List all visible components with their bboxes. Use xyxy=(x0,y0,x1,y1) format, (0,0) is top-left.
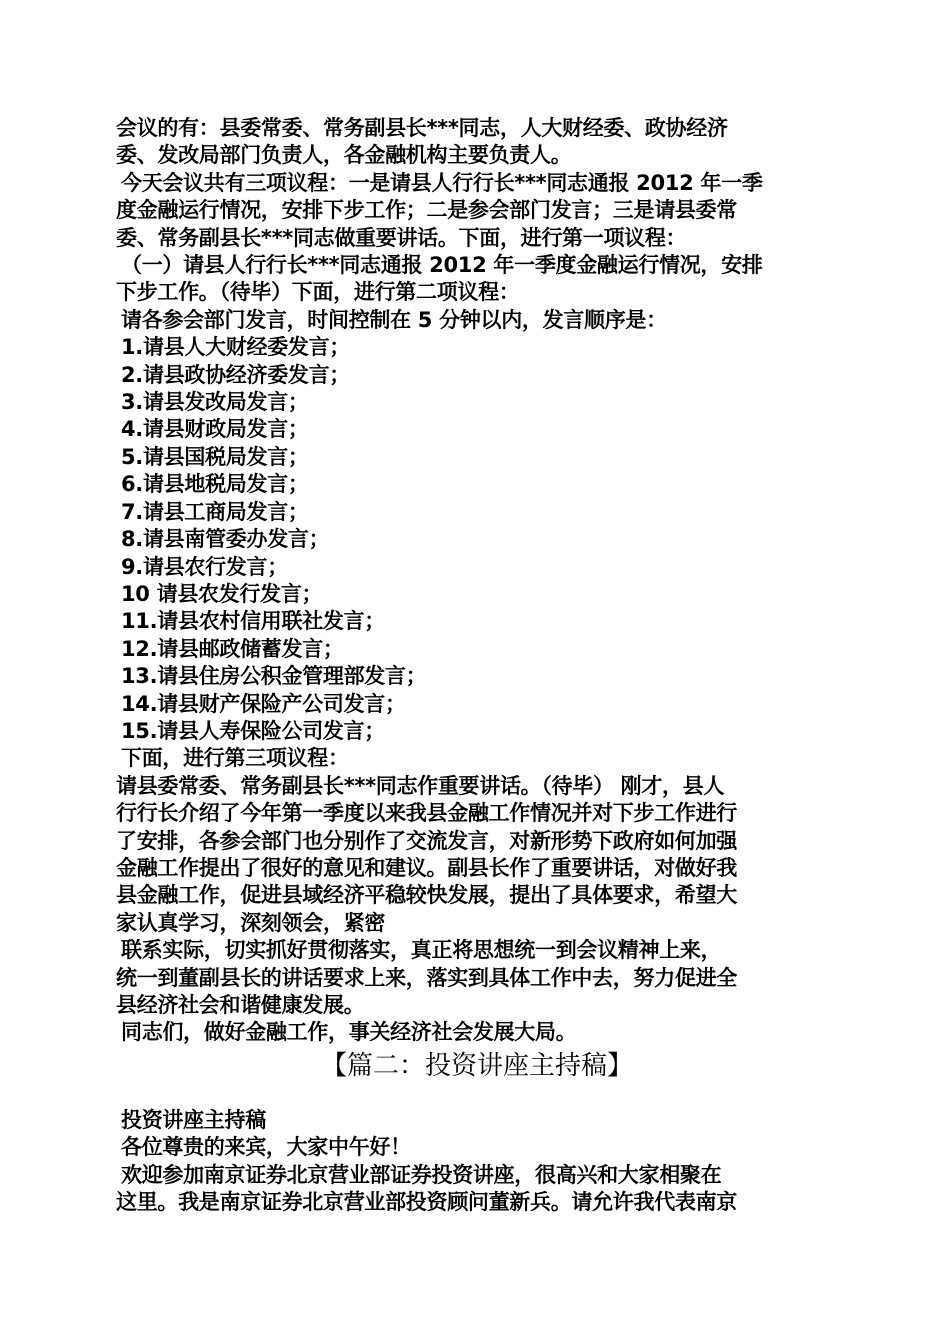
text-line: 请县委常委、常务副县长***同志作重要讲话。（待毕） 刚才，县人 xyxy=(116,773,725,798)
list-item: 4.请县财政局发言； xyxy=(121,417,309,442)
list-item: 10 请县农发行发言； xyxy=(121,581,323,606)
text-line: 度金融运行情况，安排下步工作；二是参会部门发言；三是请县委常 xyxy=(116,198,737,223)
list-item: 12.请县邮政储蓄发言； xyxy=(121,636,344,661)
text-line: 县经济社会和谐健康发展。 xyxy=(116,993,365,1017)
intro-block xyxy=(116,115,838,334)
list-item: 9.请县农行发言； xyxy=(121,554,288,579)
list-item: 14.请县财产保险产公司发言； xyxy=(121,691,406,716)
document-page xyxy=(116,115,838,1216)
list-item: 13.请县住房公积金管理部发言； xyxy=(121,664,427,689)
text-line: 委、常务副县长***同志做重要讲话。下面，进行第一项议程： xyxy=(116,225,687,250)
list-item: 1.请县人大财经委发言； xyxy=(121,335,350,360)
text-line: 行行长介绍了今年第一季度以来我县金融工作情况并对下步工作进行 xyxy=(116,801,737,826)
text-line: 金融工作提出了很好的意见和建议。副县长作了重要讲话，对做好我 xyxy=(116,855,737,880)
text-line: 委、发改局部门负责人，各金融机构主要负责人。 xyxy=(116,143,572,168)
section-heading: 【篇二：投资讲座主持稿】 xyxy=(320,1050,633,1081)
text-line: 家认真学习，深刻领会，紧密 xyxy=(116,910,386,935)
list-item: 3.请县发改局发言； xyxy=(121,390,309,415)
list-item: 11.请县农村信用联社发言； xyxy=(121,609,386,634)
closing-block xyxy=(116,745,838,1046)
text-line: 欢迎参加南京证券北京营业部证券投资讲座，很高兴和大家相聚在 xyxy=(121,1162,722,1187)
text-line: 投资讲座主持稿 xyxy=(121,1107,266,1132)
text-line: 今天会议共有三项议程：一是请县人行行长***同志通报 2012 年一季 xyxy=(121,170,763,195)
list-item: 15.请县人寿保险公司发言； xyxy=(121,718,386,743)
text-line: 同志们，做好金融工作，事关经济社会发展大局。 xyxy=(121,1020,577,1045)
list-item: 5.请县国税局发言； xyxy=(121,444,309,469)
list-item: 2.请县政协经济委发言； xyxy=(121,362,350,387)
text-line: 联系实际，切实抓好贯彻落实，真正将思想统一到会议精神上来， xyxy=(121,938,722,963)
text-line: （一）请县人行行长***同志通报 2012 年一季度金融运行情况，安排 xyxy=(121,253,763,278)
text-line: 统一到董副县长的讲话要求上来，落实到具体工作中去，努力促进全 xyxy=(116,965,737,990)
speaker-list xyxy=(116,334,838,745)
text-line: 请各参会部门发言，时间控制在 5 分钟以内，发言顺序是： xyxy=(121,307,667,332)
text-line: 下面，进行第三项议程： xyxy=(121,746,349,771)
list-item: 7.请县工商局发言； xyxy=(121,499,309,524)
text-line: 会议的有：县委常委、常务副县长***同志，人大财经委、政协经济 xyxy=(116,116,728,140)
text-line: 县金融工作，促进县域经济平稳较快发展，提出了具体要求，希望大 xyxy=(116,883,737,908)
list-item: 6.请县地税局发言； xyxy=(121,472,309,497)
text-line: 下步工作。（待毕）下面，进行第二项议程： xyxy=(116,280,520,305)
text-line: 这里。我是南京证券北京营业部投资顾问董新兵。请允许我代表南京 xyxy=(116,1190,737,1215)
text-line: 了安排，各参会部门也分别作了交流发言，对新形势下政府如何加强 xyxy=(116,828,737,853)
list-item: 8.请县南管委办发言； xyxy=(121,527,330,552)
section2-block xyxy=(116,1107,838,1217)
text-line: 各位尊贵的来宾，大家中午好！ xyxy=(121,1135,411,1160)
